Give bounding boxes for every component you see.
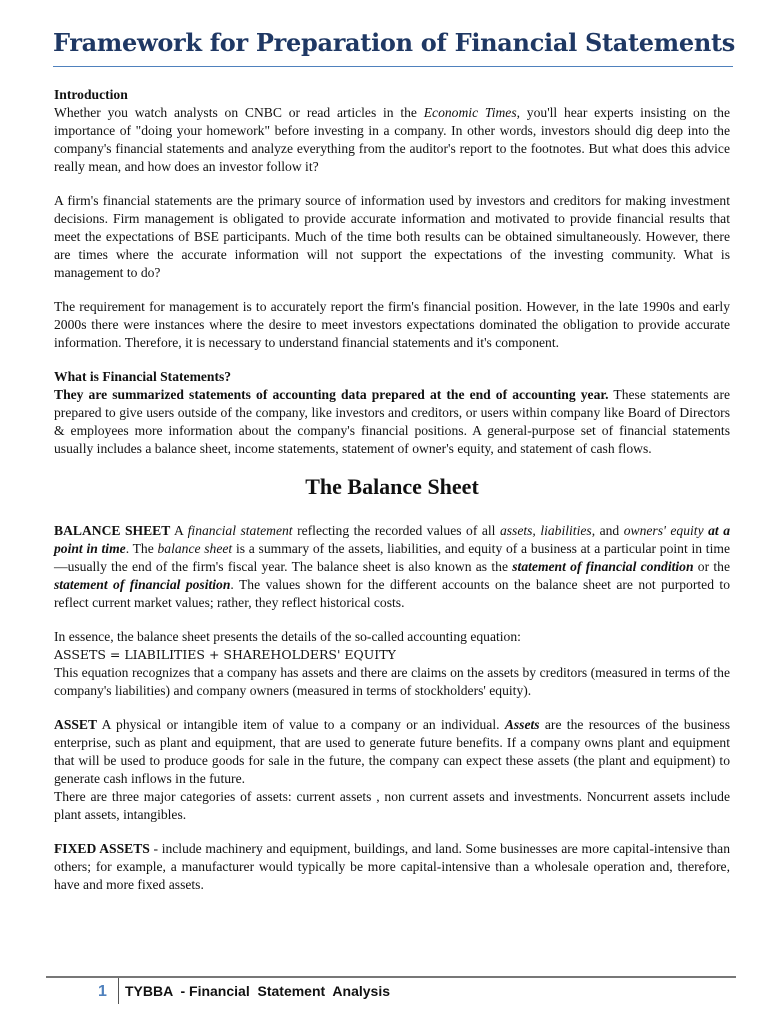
intro-paragraph-2: A firm's financial statements are the primary source of information used by investors and creditors for making investment decisions. Firm management is obligated to provide accurate information and motivated to provide financial results that meet the expectations of BSE participants. Much of the time both results can be obtained simultaneously. However, there are times where the accurate information will not support the expectations of the investing community. What is management to do? xyxy=(54,193,730,280)
accounting-equation-note: This equation recognizes that a company has assets and there are claims on the assets by creditors (measured in terms of the company's liabilities) and company owners (measured in terms of stockholders' equity). xyxy=(54,665,730,698)
bs-em-financial-statement: financial statement xyxy=(187,523,293,538)
title-underline xyxy=(53,66,733,67)
footer-title: TYBBA - Financial Statement Analysis xyxy=(125,983,391,999)
bs-em-point-in-time: at a point in time xyxy=(54,523,730,556)
accounting-equation: ASSETS = LIABILITIES + SHAREHOLDERS' EQUITY xyxy=(54,647,396,662)
footer-rule xyxy=(46,976,736,978)
intro-p1-part-b: , you'll hear experts insisting on the importance of "doing your homework" before investing in a company. In other words, investors should dig deep into the company's financial statements and analyze everything from the auditor's report to the footnotes. But what does this advice really mean, and how does an investor follow it? xyxy=(54,105,731,174)
intro-heading-text: Introduction xyxy=(54,87,128,102)
intro-p1-emphasis: Economic Times xyxy=(423,105,517,120)
balance-sheet-section-title: The Balance Sheet xyxy=(305,474,479,499)
footer-divider xyxy=(118,978,119,1004)
fixed-assets-text: - include machinery and equipment, buildings, and land. Some businesses are more capital-intensive than others; for example, a manufacturer would typically be more capital-intensive than a wholesale operation and, therefore, have and more fixed assets. xyxy=(54,841,730,892)
page-title: Framework for Preparation of Financial Statements xyxy=(53,28,735,57)
accounting-equation-intro: In essence, the balance sheet presents the details of the so-called accounting equation: xyxy=(54,629,521,644)
balance-sheet-definition xyxy=(54,522,730,612)
asset-text-3: are the resources of the business enterprise, such as plant and equipment, that are used to generate future benefits. If a company owns plant and equipment that will be used to produce goods for sale in the future, the company can expect these assets (the plant and equipment) to generate cash inflows in the future. xyxy=(54,717,730,786)
page-number: 1 xyxy=(98,983,107,1000)
what-is-bold-lead: They are summarized statements of accounting data prepared at the end of accounting year. xyxy=(54,387,609,402)
fixed-assets-term: FIXED ASSETS xyxy=(54,841,150,856)
bs-text-9: . The xyxy=(125,541,158,556)
bs-text-3: reflecting the recorded values of all xyxy=(292,523,500,538)
intro-heading xyxy=(54,86,730,104)
asset-text-1: A physical or intangible item of value to a company or an individual. xyxy=(97,717,505,732)
bs-em-assets-liabilities: assets, liabilities xyxy=(499,523,592,538)
what-is-heading xyxy=(54,368,730,386)
intro-p1-part-a: Whether you watch analysts on CNBC or read articles in the xyxy=(54,105,424,120)
bs-em-financial-condition: statement of financial condition xyxy=(512,559,694,574)
bs-text-1: A xyxy=(170,523,188,538)
balance-sheet-term: BALANCE SHEET xyxy=(54,523,171,538)
bs-text-13: or the xyxy=(693,559,730,574)
bs-text-11: is a summary of the assets, liabilities, and equity of a business at a particular point in time—usually the end of the firm's fiscal year. The balance sheet is also known as the xyxy=(54,541,730,574)
bs-text-15: . The values shown for the different accounts on the balance sheet are not purported to reflect current market values; rather, they reflect historical costs. xyxy=(54,577,730,610)
bs-em-owners-equity: owners' equity xyxy=(623,523,704,538)
bs-em-balance-sheet: balance sheet xyxy=(157,541,233,556)
bs-text-5: , and xyxy=(591,523,624,538)
what-is-heading-text: What is Financial Statements? xyxy=(54,369,232,384)
what-is-rest: These statements are prepared to give users outside of the company, like investors and creditors, or users within company like Board of Directors & employees more information about the company's financial positions. A general-purpose set of financial statements usually includes a balance sheet, income statements, statement of owner's equity, and statement of cash flows. xyxy=(54,387,731,456)
what-is-paragraph xyxy=(54,386,730,458)
asset-definition xyxy=(54,716,730,788)
document-body xyxy=(54,86,730,910)
asset-term: ASSET xyxy=(54,717,98,732)
bs-em-financial-position: statement of financial position xyxy=(54,577,231,592)
intro-paragraph-1 xyxy=(54,104,730,176)
asset-categories: There are three major categories of assets: current assets , non current assets and investments. Noncurrent assets include plant assets, intangibles. xyxy=(54,789,730,822)
fixed-assets-definition xyxy=(54,840,730,894)
asset-em-assets: Assets xyxy=(504,717,540,732)
intro-paragraph-3: The requirement for management is to accurately report the firm's financial position. However, in the late 1990s and early 2000s there were instances where the desire to meet investors expectations dominated the obligation to provide accurate information. Therefore, it is necessary to understand financial statements and it's component. xyxy=(54,299,730,350)
